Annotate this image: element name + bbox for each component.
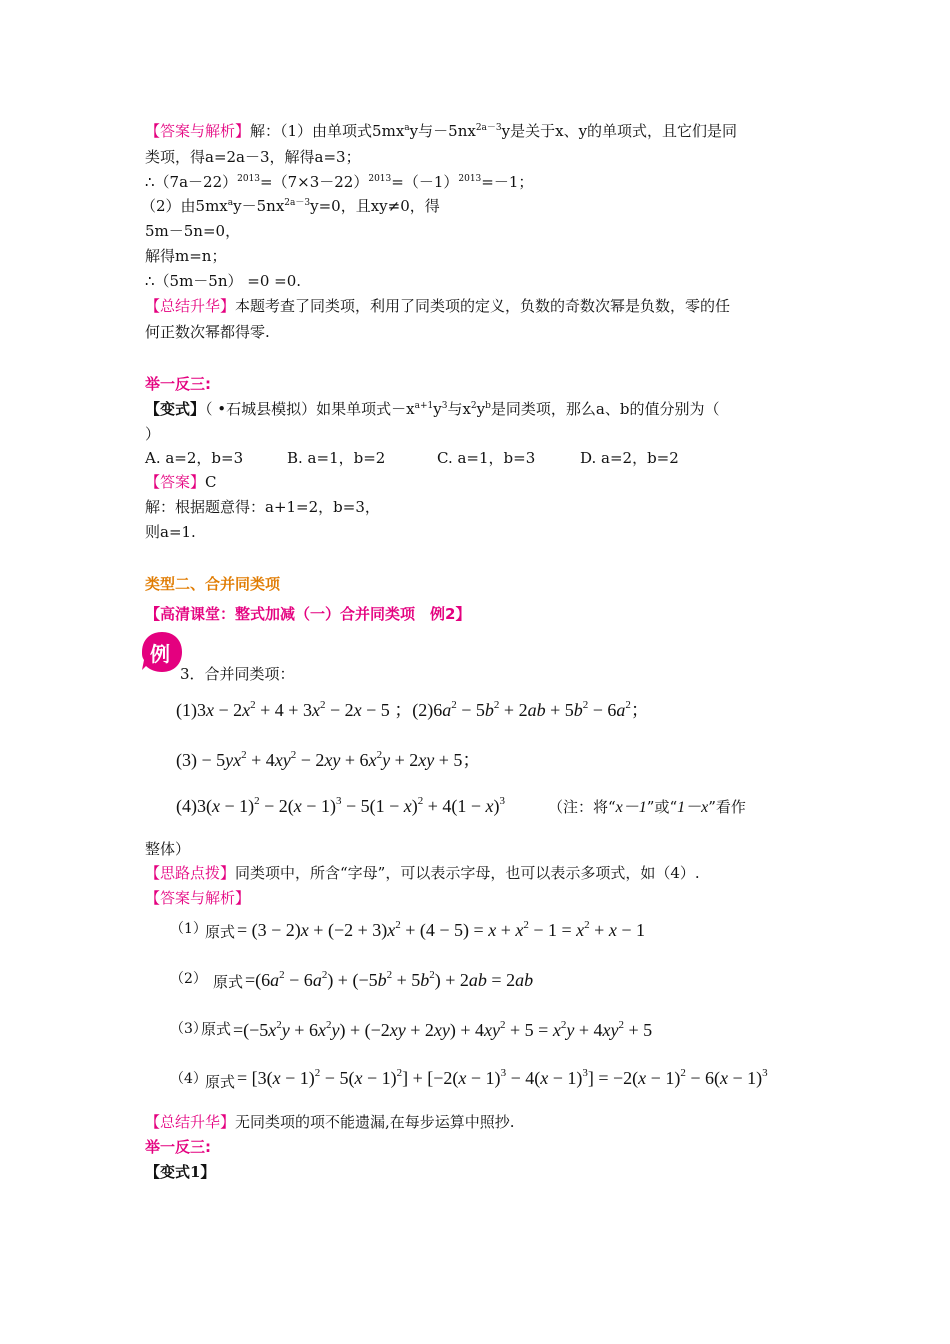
solution-2: $=(6a^2 - 6a^2) + (-5b^2 + 5b^2) + 2ab = 2ab$: [245, 969, 534, 990]
problem-3: $(3) - 5yx^2 + 4xy^2 - 2xy + 6x^2y + 2xy + 5$；: [176, 749, 481, 770]
answer-tag-2: 【答案】: [145, 473, 206, 491]
answer-line-5: 5m－5n=0，: [145, 222, 241, 240]
answer-line-4: （2）由$5mx^ay-5nx^{2a-3}y=0$，且xy≠0，得: [141, 197, 440, 215]
solution-1: = $(3 - 2)x + (-2 + 3)x^2 + (4 - 5) = x + x^2 - 1 = x^2 + x - 1$: [237, 919, 645, 940]
solution-2-label: （2）: [170, 971, 207, 987]
answer-line-7: ∴（5m－5n） =0 =0.: [145, 272, 302, 290]
summary-line-3: 【总结升华】无同类项的项不能遗漏,在每步运算中照抄.: [145, 1113, 515, 1131]
type2-heading: 类型二、合并同类项: [145, 575, 281, 593]
problem-note: （注：将“x－1”或“1－x”看作: [548, 798, 746, 816]
hint-tag: 【思路点拨】: [145, 864, 236, 882]
solution-3-label: （3）: [170, 1021, 207, 1037]
problem-4: $(4)3(x - 1)^2 - 2(x - 1)^3 - 5(1 - x)^2 + 4(1 - x)^3$: [176, 795, 506, 816]
summary-line-1: 【总结升华】本题考查了同类项，利用了同类项的定义，负数的奇数次幂是负数，零的任: [145, 297, 731, 315]
answer-line-1: 【答案与解析】解：（1）由单项式$5mx^ay$与$-5nx^{2a-3}y$是关于x、y的单项式，且它们是同: [145, 122, 738, 140]
solution-1-label: （1）: [170, 921, 207, 937]
solution-3: $=(-5x^2y + 6x^2y) + (-2xy + 2xy) + 4xy^2 + 5 = x^2y + 4xy^2 + 5$: [233, 1019, 653, 1040]
hint-line: 【思路点拨】同类项中，所含“字母”，可以表示字母，也可以表示多项式，如（4）.: [145, 864, 700, 882]
solution-line-1: 解：根据题意得：a+1=2，b=3，: [145, 498, 380, 516]
problem-1-2: $(1)3x - 2x^2 + 4 + 3x^2 - 2x - 5$ ；$(2)6a^2 - 5b^2 + 2ab + 5b^2 - 6a^2$；: [176, 699, 649, 720]
solution-1-yuanshi: 原式: [205, 923, 236, 941]
solution-4-yuanshi: 原式: [205, 1073, 236, 1091]
practice-heading: 举一反三:: [145, 375, 211, 393]
option-c: C. a=1，b=3: [437, 449, 536, 467]
answer-line: 【答案】C: [145, 473, 217, 491]
answer-line-6: 解得m=n；: [145, 247, 227, 265]
answer-tag-3: 【答案与解析】: [145, 889, 251, 907]
practice-heading-2: 举一反三:: [145, 1138, 211, 1156]
option-a: A. a=2，b=3: [145, 449, 244, 467]
summary-tag: 【总结升华】: [145, 297, 236, 315]
solution-2-yuanshi: 原式: [213, 973, 244, 991]
variant-tag: 【变式】: [145, 400, 206, 418]
solution-4: = $[3(x - 1)^2 - 5(x - 1)^2] + [-2(x - 1)^3 - 4(x - 1)^3] = -2(x - 1)^2 - 6(x - 1)^3$: [237, 1067, 768, 1088]
variant-close: ）: [145, 425, 161, 443]
question-line: 3．合并同类项：: [180, 665, 295, 683]
summary-line-2: 何正数次幂都得零.: [145, 323, 270, 341]
answer-line-3: $\therefore(7a-22)^{2013}=(7\times 3-22)^{2013}=(-1)^{2013}=-1$；: [145, 173, 534, 191]
variant-1-tag: 【变式1】: [145, 1163, 216, 1181]
solution-4-label: （4）: [170, 1071, 207, 1087]
solution-3-yuanshi: 原式: [201, 1020, 232, 1038]
solution-line-2: 则a=1.: [145, 523, 196, 541]
variant-line: 【变式】（ •石城县模拟）如果单项式$-x^{a+1}y^3$与$x^2y^b$是同类项，那么a、b的值分别为（: [145, 400, 720, 418]
option-d: D. a=2，b=2: [580, 449, 679, 467]
answer-line-2: 类项，得a=2a－3，解得a=3；: [145, 148, 361, 166]
answer-tag: 【答案与解析】: [145, 122, 251, 140]
problem-note-end: 整体）: [145, 840, 191, 858]
summary-tag-2: 【总结升华】: [145, 1113, 236, 1131]
course-heading: 【高清课堂：整式加减（一）合并同类项 例2】: [145, 605, 471, 623]
option-b: B. a=1，b=2: [287, 449, 386, 467]
example-badge-label: 例: [150, 642, 170, 666]
